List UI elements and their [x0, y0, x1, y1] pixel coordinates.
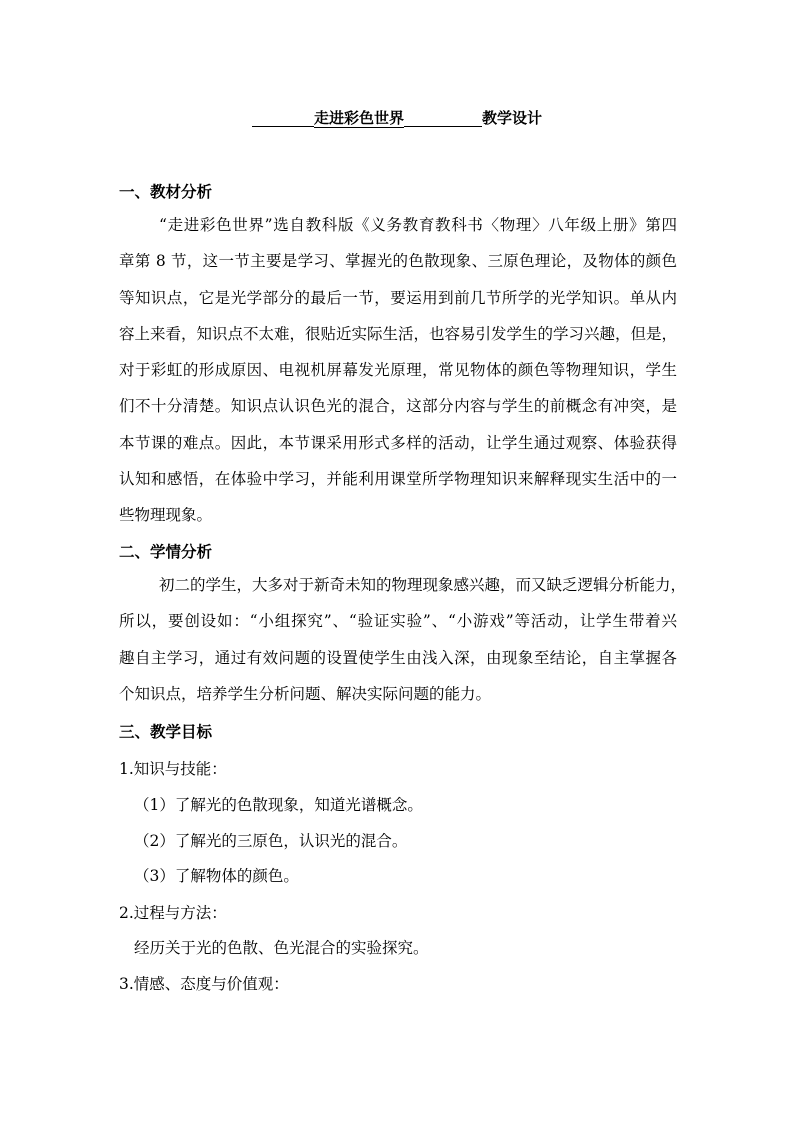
paragraph-line: 们不十分清楚。知识点认识色光的混合，这部分内容与学生的前概念有冲突，是: [119, 397, 677, 416]
paragraph-line: 所以，要创设如：“小组探究”、“验证实验”、“小游戏”等活动，让学生带着兴: [119, 612, 677, 631]
goal-item: （2）了解光的三原色，认识光的混合。: [134, 832, 408, 850]
section-heading-learner-analysis: 二、学情分析: [119, 542, 213, 561]
paragraph-line: 对于彩虹的形成原因、电视机屏幕发光原理，常见物体的颜色等物理知识，学生: [119, 361, 677, 380]
paragraph-line: 本节课的难点。因此，本节课采用形式多样的活动，让学生通过观察、体验获得: [119, 433, 677, 452]
paragraph-line: “走进彩色世界”选自教科版《义务教育教科书〈物理〉八年级上册》第四: [159, 216, 677, 234]
paragraph-line: 章第 8 节，这一节主要是学习、掌握光的色散现象、三原色理论，及物体的颜色: [119, 252, 677, 271]
goal-item: （1）了解光的色散现象，知道光谱概念。: [134, 796, 423, 814]
document-title: [0, 108, 794, 128]
paragraph-line: 趣自主学习，通过有效问题的设置使学生由浅入深，由现象至结论，自主掌握各: [119, 648, 677, 667]
title-underline-right: [404, 108, 482, 127]
subheading-process-methods: 2.过程与方法：: [119, 904, 227, 922]
title-underline-left: [252, 108, 314, 127]
subheading-knowledge-skills: 1.知识与技能：: [119, 760, 227, 778]
title-main: 走进彩色世界: [313, 109, 404, 127]
section-body-learner-analysis: [119, 567, 687, 712]
goal-item: （3）了解物体的颜色。: [134, 867, 299, 885]
section-heading-textbook-analysis: 一、教材分析: [119, 182, 213, 201]
section-heading-teaching-goals: 三、教学目标: [119, 722, 213, 741]
section-body-textbook-analysis: [119, 207, 677, 534]
paragraph-line: 认知和感悟，在体验中学习，并能利用课堂所学物理知识来解释现实生活中的一: [119, 470, 677, 489]
title-suffix: 教学设计: [482, 109, 543, 127]
paragraph-line: 等知识点，它是光学部分的最后一节，要运用到前几节所学的光学知识。单从内: [119, 288, 677, 307]
paragraph-line: 容上来看，知识点不太难，很贴近实际生活，也容易引发学生的学习兴趣，但是，: [119, 324, 678, 343]
paragraph-line: 些物理现象。: [119, 506, 213, 525]
process-methods-text: 经历关于光的色散、色光混合的实验探究。: [134, 939, 429, 957]
paragraph-line: 个知识点，培养学生分析问题、解决实际问题的能力。: [119, 684, 492, 703]
paragraph-line: 初二的学生，大多对于新奇未知的物理现象感兴趣，而又缺乏逻辑分析能力，: [159, 576, 687, 594]
subheading-emotion-attitude-values: 3.情感、态度与价值观：: [119, 975, 289, 993]
